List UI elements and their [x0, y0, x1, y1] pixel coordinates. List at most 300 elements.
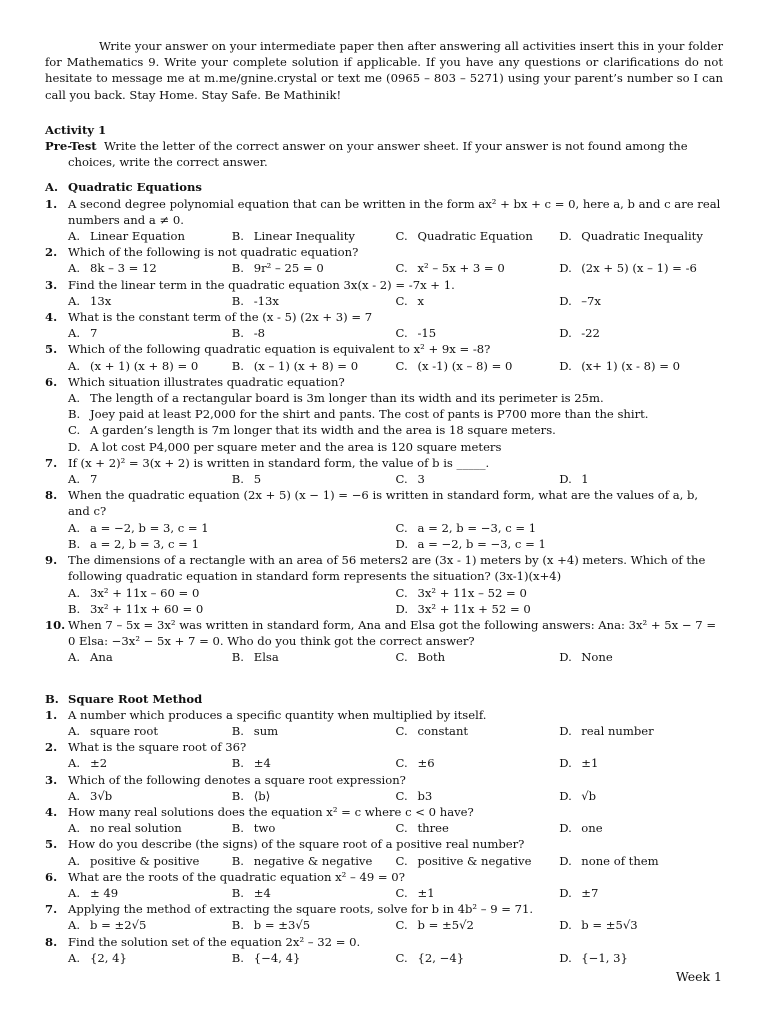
choice-text: 1	[581, 472, 589, 487]
choice-letter: D.	[559, 326, 572, 341]
choice-letter: B.	[68, 536, 81, 551]
choice-text: 3x² + 11x + 60 = 0	[90, 601, 204, 616]
choice-text: a = 2, b = 3, c = 1	[90, 536, 199, 551]
choice-text: (x + 1) (x + 8) = 0	[90, 358, 199, 373]
choice-letter: D.	[559, 950, 572, 965]
question-number: 6.	[45, 374, 58, 389]
choice-text: {2, 4}	[90, 950, 127, 965]
question-number: 1.	[45, 707, 58, 722]
choice-text: {2, −4}	[417, 950, 465, 965]
choice-letter: A.	[68, 585, 81, 600]
answer-choice	[68, 585, 396, 601]
choice-letter: C.	[395, 918, 408, 933]
choice-letter: A.	[68, 950, 81, 965]
choice-letter: B.	[231, 326, 244, 341]
answer-choice	[396, 260, 560, 276]
question-row	[45, 196, 723, 228]
choice-letter: A.	[68, 326, 81, 341]
choice-text: ±4	[253, 885, 271, 900]
question-row	[45, 309, 723, 325]
choice-row	[45, 471, 723, 487]
answer-choice	[396, 885, 560, 901]
choice-letter: B.	[231, 885, 244, 900]
choice-text: x	[417, 293, 425, 308]
answer-choice	[68, 228, 232, 244]
answer-choice	[232, 228, 396, 244]
choice-text: 5	[253, 472, 262, 487]
question-row	[45, 707, 723, 723]
situation-choice	[45, 390, 723, 406]
question-row	[45, 901, 723, 917]
answer-choice	[68, 325, 232, 341]
choice-letter: B.	[231, 261, 244, 276]
choice-text: b3	[417, 788, 433, 803]
choice-text: one	[581, 821, 603, 836]
question-number: 3.	[45, 277, 58, 292]
choice-text: a = 2, b = −3, c = 1	[417, 520, 537, 535]
choice-letter: B.	[68, 601, 81, 616]
choice-letter: D.	[395, 536, 409, 551]
choice-row	[45, 325, 723, 341]
choice-text: 3√b	[90, 788, 113, 803]
answer-choice	[396, 649, 560, 665]
question-number: 8.	[45, 488, 58, 503]
choice-letter: A.	[68, 293, 81, 308]
choice-letter: D.	[559, 788, 572, 803]
choice-text: b = ±5√3	[581, 918, 638, 933]
choice-text: 3	[417, 472, 425, 487]
choice-text: None	[581, 650, 613, 665]
choice-text: Ana	[90, 650, 113, 665]
question-text: How many real solutions does the equation x² = c where c < 0 have?	[68, 804, 474, 819]
question-row	[45, 244, 723, 260]
choice-text: three	[417, 821, 449, 836]
question-number: 4.	[45, 310, 58, 325]
answer-choice	[559, 260, 723, 276]
choice-letter: A.	[68, 788, 81, 803]
choice-letter: D.	[559, 918, 572, 933]
question-text: Applying the method of extracting the square roots, solve for b in 4b² – 9 = 71.	[68, 902, 534, 917]
week-footer: Week 1	[675, 969, 722, 984]
choice-row	[45, 228, 723, 244]
choice-letter: C.	[395, 788, 408, 803]
choice-row	[45, 820, 723, 836]
choice-letter: D.	[559, 821, 572, 836]
answer-choice	[68, 788, 232, 804]
question-row	[45, 341, 723, 357]
answer-choice	[396, 853, 560, 869]
choice-text: none of them	[581, 853, 659, 868]
answer-choice	[396, 950, 560, 966]
choice-letter: B.	[231, 293, 244, 308]
answer-choice	[68, 853, 232, 869]
pretest-instructions	[45, 138, 723, 170]
answer-choice	[559, 885, 723, 901]
question-text: If (x + 2)² = 3(x + 2) is written in standard form, the value of b is _____.	[68, 455, 490, 470]
answer-choice	[559, 755, 723, 771]
answer-choice	[232, 755, 396, 771]
choice-text: Joey paid at least P2,000 for the shirt and pants. The cost of pants is P700 more than the shirt.	[90, 407, 649, 422]
choice-letter: D.	[559, 650, 572, 665]
choice-letter: A.	[68, 229, 81, 244]
choice-text: ±6	[417, 756, 435, 771]
answer-choice	[396, 601, 724, 617]
choice-text: 3x² + 11x – 60 = 0	[90, 585, 200, 600]
choice-letter: A.	[68, 520, 81, 535]
question-text: Which situation illustrates quadratic equation?	[68, 374, 345, 389]
instructions-paragraph: Write your answer on your intermediate paper then after answering all activities insert this in your folder for Mathematics 9. Write your complete solution if applicable. If you have any questions or clarifications do not hesitate to message me at m.me/gnine.crystal or text me (0965 – 803 – 5271) using your parent’s number so I can call you back. Stay Home. Stay Safe. Be Mathinik!	[45, 39, 723, 102]
question-number: 7.	[45, 455, 58, 470]
choice-letter: C.	[395, 261, 408, 276]
choice-letter: B.	[231, 358, 244, 373]
choice-text: positive & negative	[417, 853, 532, 868]
choice-text: 7	[90, 326, 98, 341]
question-row	[45, 836, 723, 852]
question-row	[45, 739, 723, 755]
choice-letter: C.	[395, 756, 408, 771]
choice-text: real number	[581, 723, 654, 738]
question-text: How do you describe (the signs) of the square root of a positive real number?	[68, 837, 525, 852]
question-text: Which of the following is not quadratic equation?	[68, 245, 359, 260]
choice-letter: B.	[231, 756, 244, 771]
answer-choice	[559, 853, 723, 869]
answer-choice	[232, 471, 396, 487]
answer-choice	[396, 585, 724, 601]
answer-choice	[68, 649, 232, 665]
answer-choice	[232, 950, 396, 966]
answer-choice	[68, 885, 232, 901]
answer-choice	[68, 536, 396, 552]
answer-choice	[68, 917, 232, 933]
choice-text: ±4	[253, 756, 271, 771]
pretest-label: Pre-Test	[45, 139, 97, 154]
choice-text: no real solution	[90, 821, 182, 836]
question-text: When 7 – 5x = 3x² was written in standard form, Ana and Elsa got the following answers: Ana: 3x² + 5x − 7 = 0 Elsa: −3x² − 5x + 7 = 0. Who do you think got the correct answer?	[68, 617, 717, 649]
question-number: 10.	[45, 617, 66, 632]
answer-choice	[232, 853, 396, 869]
choice-text: –7x	[581, 293, 601, 308]
choice-letter: B.	[231, 853, 244, 868]
answer-choice	[232, 293, 396, 309]
choice-text: ±7	[581, 885, 599, 900]
choice-text: square root	[90, 723, 159, 738]
choice-row	[45, 917, 723, 933]
answer-choice	[68, 820, 232, 836]
choice-letter: C.	[395, 885, 408, 900]
question-text: What is the square root of 36?	[68, 740, 247, 755]
choice-text: Quadratic Inequality	[581, 229, 703, 244]
situation-choice	[45, 439, 723, 455]
question-number: 4.	[45, 804, 58, 819]
choice-text: positive & positive	[90, 853, 200, 868]
choice-letter: C.	[395, 358, 408, 373]
section-a-questions	[45, 196, 723, 666]
answer-choice	[68, 471, 232, 487]
choice-row	[45, 585, 723, 601]
worksheet-page	[45, 38, 723, 966]
choice-letter: B.	[231, 650, 244, 665]
choice-letter: D.	[395, 601, 409, 616]
question-number: 7.	[45, 902, 58, 917]
answer-choice	[232, 917, 396, 933]
choice-text: negative & negative	[253, 853, 373, 868]
question-text: Find the linear term in the quadratic equation 3x(x - 2) = -7x + 1.	[68, 277, 455, 292]
question-row	[45, 455, 723, 471]
answer-choice	[396, 917, 560, 933]
choice-text: ⟨b⟩	[253, 788, 271, 803]
pretest-text: Write the letter of the correct answer on your answer sheet. If your answer is not found among the choices, write the correct answer.	[68, 139, 688, 170]
choice-text: (x – 1) (x + 8) = 0	[253, 358, 359, 373]
question-row	[45, 934, 723, 950]
question-text: Find the solution set of the equation 2x² – 32 = 0.	[68, 934, 361, 949]
choice-text: sum	[253, 723, 279, 738]
choice-row	[45, 293, 723, 309]
answer-choice	[68, 293, 232, 309]
choice-letter: A.	[68, 853, 81, 868]
choice-text: {−1, 3}	[581, 950, 628, 965]
choice-letter: C.	[395, 650, 408, 665]
choice-row	[45, 723, 723, 739]
answer-choice	[559, 358, 723, 374]
answer-choice	[396, 520, 724, 536]
choice-text: -22	[581, 326, 600, 341]
question-number: 5.	[45, 837, 58, 852]
answer-choice	[396, 755, 560, 771]
section-b-heading	[45, 691, 723, 707]
question-row	[45, 277, 723, 293]
choice-text: Quadratic Equation	[417, 229, 533, 244]
answer-choice	[232, 260, 396, 276]
choice-letter: B.	[231, 229, 244, 244]
choice-letter: D.	[559, 229, 572, 244]
section-b-questions	[45, 707, 723, 966]
choice-row	[45, 853, 723, 869]
choice-letter: A.	[68, 723, 81, 738]
choice-letter: B.	[68, 407, 81, 422]
question-row	[45, 487, 723, 519]
answer-choice	[559, 325, 723, 341]
answer-choice	[232, 788, 396, 804]
choice-letter: A.	[68, 918, 81, 933]
question-number: 6.	[45, 869, 58, 884]
answer-choice	[559, 471, 723, 487]
choice-letter: B.	[231, 788, 244, 803]
answer-choice	[232, 325, 396, 341]
choice-text: Both	[417, 650, 446, 665]
choice-text: (x -1) (x – 8) = 0	[417, 358, 513, 373]
answer-choice	[232, 723, 396, 739]
choice-letter: A.	[68, 391, 81, 406]
choice-letter: A.	[68, 650, 81, 665]
section-title: Square Root Method	[68, 691, 203, 706]
choice-letter: A.	[68, 358, 81, 373]
choice-letter: A.	[68, 261, 81, 276]
choice-letter: B.	[231, 918, 244, 933]
choice-text: constant	[417, 723, 469, 738]
choice-row	[45, 788, 723, 804]
section-letter: A.	[45, 180, 59, 195]
choice-text: A lot cost P4,000 per square meter and the area is 120 square meters	[90, 439, 502, 454]
question-text: What are the roots of the quadratic equation x² – 49 = 0?	[68, 869, 405, 884]
question-number: 1.	[45, 196, 58, 211]
choice-text: (x+ 1) (x - 8) = 0	[581, 358, 681, 373]
choice-row	[45, 358, 723, 374]
choice-text: 3x² + 11x – 52 = 0	[417, 585, 527, 600]
question-number: 2.	[45, 740, 58, 755]
answer-choice	[559, 228, 723, 244]
answer-choice	[559, 820, 723, 836]
choice-row	[45, 649, 723, 665]
choice-text: A garden’s length is 7m longer that its width and the area is 18 square meters.	[90, 423, 556, 438]
answer-choice	[232, 649, 396, 665]
question-row	[45, 804, 723, 820]
question-text: What is the constant term of the (x - 5) (2x + 3) = 7	[68, 310, 373, 325]
answer-choice	[232, 885, 396, 901]
answer-choice	[68, 260, 232, 276]
choice-letter: C.	[395, 472, 408, 487]
answer-choice	[396, 723, 560, 739]
situation-choice	[45, 422, 723, 438]
choice-text: ±2	[90, 756, 108, 771]
answer-choice	[396, 471, 560, 487]
section-a-heading	[45, 179, 723, 195]
answer-choice	[559, 788, 723, 804]
choice-text: ± 49	[90, 885, 119, 900]
answer-choice	[232, 358, 396, 374]
question-text: A second degree polynomial equation that can be written in the form ax² + bx + c = 0, here a, b and c are real numbers and a ≠ 0.	[68, 196, 721, 227]
answer-choice	[396, 293, 560, 309]
choice-text: b = ±5√2	[417, 918, 474, 933]
choice-text: 7	[90, 472, 98, 487]
choice-letter: C.	[395, 293, 408, 308]
choice-text: -15	[417, 326, 437, 341]
choice-row	[45, 520, 723, 536]
answer-choice	[68, 723, 232, 739]
question-number: 2.	[45, 245, 58, 260]
choice-text: The length of a rectangular board is 3m longer than its width and its perimeter is 25m.	[90, 391, 604, 406]
choice-text: ±1	[581, 756, 599, 771]
question-text: Which of the following quadratic equation is equivalent to x² + 9x = -8?	[68, 342, 491, 357]
choice-text: (2x + 5) (x – 1) = -6	[581, 261, 697, 276]
choice-text: two	[253, 821, 276, 836]
choice-text: 3x² + 11x + 52 = 0	[417, 601, 531, 616]
choice-text: x² – 5x + 3 = 0	[417, 261, 505, 276]
answer-choice	[68, 601, 396, 617]
choice-text: 9r² – 25 = 0	[253, 261, 324, 276]
choice-letter: C.	[395, 821, 408, 836]
choice-row	[45, 755, 723, 771]
answer-choice	[396, 536, 724, 552]
answer-choice	[559, 917, 723, 933]
answer-choice	[396, 788, 560, 804]
choice-letter: D.	[559, 293, 572, 308]
choice-letter: C.	[395, 326, 408, 341]
question-row	[45, 552, 723, 584]
choice-row	[45, 260, 723, 276]
choice-letter: C.	[68, 423, 81, 438]
section-title: Quadratic Equations	[68, 180, 202, 195]
choice-letter: C.	[395, 950, 408, 965]
choice-letter: A.	[68, 885, 81, 900]
answer-choice	[559, 950, 723, 966]
choice-letter: D.	[559, 472, 572, 487]
question-number: 3.	[45, 772, 58, 787]
choice-letter: C.	[395, 229, 408, 244]
question-row	[45, 772, 723, 788]
choice-text: a = −2, b = −3, c = 1	[417, 536, 546, 551]
choice-text: 13x	[90, 293, 112, 308]
choice-letter: C.	[395, 520, 408, 535]
choice-letter: A.	[68, 756, 81, 771]
choice-text: Linear Inequality	[253, 229, 355, 244]
choice-letter: D.	[559, 723, 572, 738]
choice-text: ±1	[417, 885, 435, 900]
choice-text: {−4, 4}	[253, 950, 301, 965]
choice-letter: B.	[231, 821, 244, 836]
question-text: When the quadratic equation (2x + 5) (x − 1) = −6 is written in standard form, what are the values of a, b, and c?	[68, 488, 699, 519]
choice-letter: C.	[395, 723, 408, 738]
situation-choice	[45, 406, 723, 422]
choice-letter: D.	[68, 439, 81, 454]
question-row	[45, 374, 723, 390]
choice-letter: B.	[231, 723, 244, 738]
choice-letter: D.	[559, 261, 572, 276]
choice-letter: A.	[68, 472, 81, 487]
answer-choice	[68, 755, 232, 771]
choice-text: b = ±2√5	[90, 918, 147, 933]
question-number: 8.	[45, 934, 58, 949]
choice-letter: D.	[559, 885, 572, 900]
activity-heading: Activity 1	[45, 122, 107, 137]
choice-text: Elsa	[253, 650, 279, 665]
choice-row	[45, 950, 723, 966]
choice-text: -13x	[253, 293, 279, 308]
choice-text: b = ±3√5	[253, 918, 311, 933]
answer-choice	[396, 228, 560, 244]
question-text: A number which produces a specific quantity when multiplied by itself.	[68, 707, 487, 722]
choice-row	[45, 601, 723, 617]
choice-row	[45, 885, 723, 901]
choice-letter: B.	[231, 950, 244, 965]
answer-choice	[559, 293, 723, 309]
choice-letter: D.	[559, 853, 572, 868]
answer-choice	[396, 358, 560, 374]
choice-text: √b	[581, 788, 597, 803]
choice-letter: C.	[395, 585, 408, 600]
choice-text: -8	[253, 326, 266, 341]
answer-choice	[232, 820, 396, 836]
question-number: 5.	[45, 342, 58, 357]
answer-choice	[559, 649, 723, 665]
question-text: The dimensions of a rectangle with an area of 56 meters2 are (3x - 1) meters by (x +4) meters. Which of the following quadratic equation in standard form represents the situation? (3x-1)(x+4)	[68, 553, 706, 584]
section-letter: B.	[45, 691, 59, 706]
answer-choice	[396, 325, 560, 341]
choice-letter: D.	[559, 756, 572, 771]
answer-choice	[68, 520, 396, 536]
question-row	[45, 617, 723, 649]
answer-choice	[396, 820, 560, 836]
question-number: 9.	[45, 553, 58, 568]
choice-letter: C.	[395, 853, 408, 868]
choice-letter: B.	[231, 472, 244, 487]
question-text: Which of the following denotes a square root expression?	[68, 772, 406, 787]
choice-row	[45, 536, 723, 552]
answer-choice	[68, 950, 232, 966]
choice-text: Linear Equation	[90, 229, 185, 244]
choice-text: a = −2, b = 3, c = 1	[90, 520, 209, 535]
answer-choice	[68, 358, 232, 374]
choice-letter: D.	[559, 358, 572, 373]
